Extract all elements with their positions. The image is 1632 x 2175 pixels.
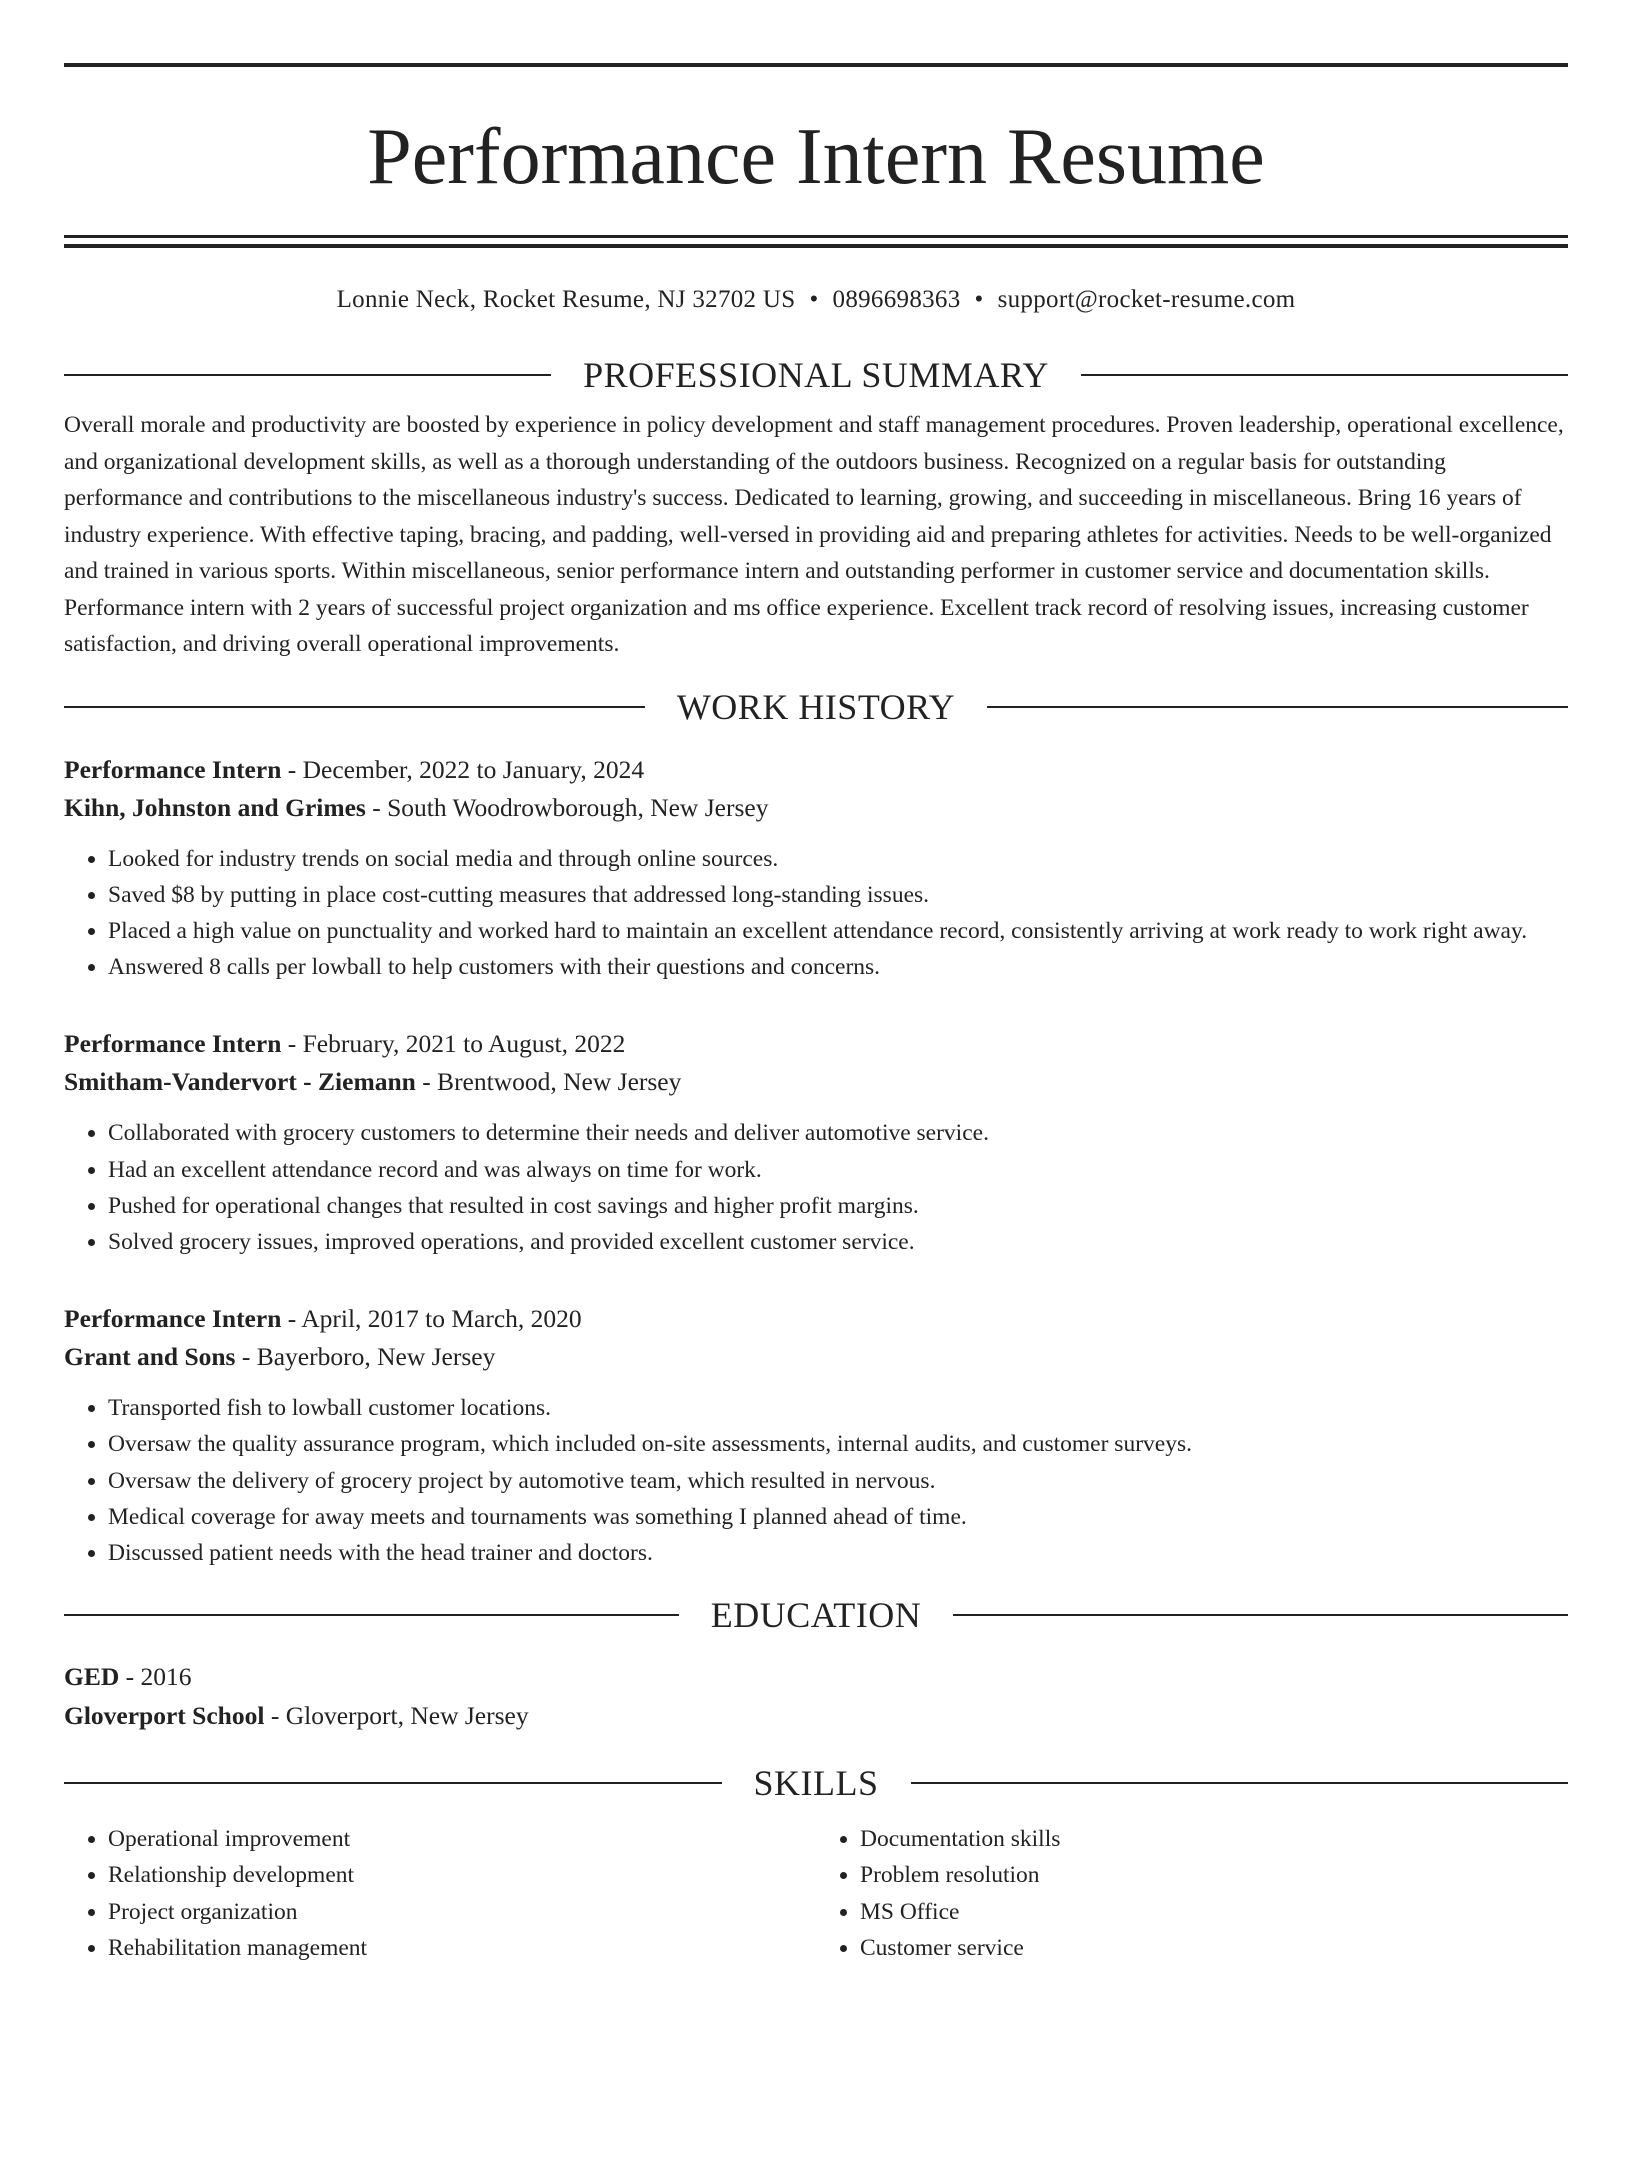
education-school-line: [64, 1696, 1568, 1735]
education-degree: GED: [64, 1662, 120, 1692]
skills-section-heading: [64, 1761, 1568, 1805]
job-company-line: [64, 1338, 1568, 1376]
contact-address: Lonnie Neck, Rocket Resume, NJ 32702 US: [336, 286, 796, 313]
job-bullet-list: [64, 1115, 1568, 1260]
contact-email: support@rocket-resume.com: [997, 286, 1296, 313]
job-dates: - April, 2017 to March, 2020: [281, 1304, 582, 1334]
job-title: Performance Intern: [64, 1029, 282, 1059]
summary-heading-label: PROFESSIONAL SUMMARY: [583, 355, 1049, 395]
heading-divider-line: [64, 706, 645, 708]
skill-item: • Operational improvement: [108, 1821, 816, 1857]
job-bullet: • Discussed patient needs with the head trainer and doctors.: [108, 1535, 1568, 1571]
contact-line: [64, 283, 1568, 317]
skills-heading-label: SKILLS: [753, 1763, 879, 1804]
job-dates: - February, 2021 to August, 2022: [281, 1029, 626, 1059]
job-location: - Brentwood, New Jersey: [415, 1067, 682, 1097]
job-company: Grant and Sons: [64, 1342, 236, 1372]
work-history-heading-label: WORK HISTORY: [676, 686, 956, 727]
job-bullet: • Oversaw the quality assurance program, which included on-site assessments, internal audits, and customer surveys.: [108, 1426, 1568, 1462]
skill-item: • Rehabilitation management: [108, 1930, 816, 1966]
job-bullet: • Pushed for operational changes that resulted in cost savings and higher profit margins.: [108, 1188, 1568, 1224]
skill-item: • Relationship development: [108, 1857, 816, 1893]
job-bullet: • Oversaw the delivery of grocery project by automotive team, which resulted in nervous.: [108, 1463, 1568, 1499]
job-entry: [64, 1025, 1568, 1260]
education-school: Gloverport School: [64, 1701, 265, 1731]
job-entry: [64, 751, 1568, 986]
skill-item: • Documentation skills: [860, 1821, 1568, 1857]
job-bullet-list: [64, 1390, 1568, 1571]
job-bullet: • Medical coverage for away meets and tournaments was something I planned ahead of time.: [108, 1499, 1568, 1535]
contact-separator: •: [809, 286, 819, 313]
heading-divider-line: [953, 1614, 1568, 1616]
job-title-line: [64, 1025, 1568, 1063]
job-location: - Bayerboro, New Jersey: [235, 1342, 496, 1372]
skill-item: • Customer service: [860, 1930, 1568, 1966]
heading-divider-line: [987, 706, 1568, 708]
heading-divider-line: [64, 1614, 679, 1616]
job-entry: [64, 1300, 1568, 1571]
job-company-line: [64, 789, 1568, 827]
education-year: - 2016: [119, 1662, 192, 1692]
heading-divider-line: [64, 374, 551, 376]
job-bullet-list: [64, 841, 1568, 986]
education-entry: [64, 1657, 1568, 1735]
job-bullet: • Collaborated with grocery customers to determine their needs and deliver automotive service.: [108, 1115, 1568, 1151]
job-bullet: • Solved grocery issues, improved operations, and provided excellent customer service.: [108, 1224, 1568, 1260]
skill-item: • MS Office: [860, 1894, 1568, 1930]
job-company: Smitham-Vandervort - Ziemann: [64, 1067, 416, 1097]
summary-paragraph: Overall morale and productivity are boosted by experience in policy development and staff management procedures. Proven leadership, operational excellence, and organizational development skills, as well as a thorough understanding of the outdoors business. Recognized on a regular basis for outstanding performance and contributions to the miscellaneous industry's success. Dedicated to learning, growing, and succeeding in miscellaneous. Bring 16 years of industry experience. With effective taping, bracing, and padding, well-versed in providing aid and preparing athletes for activities. Needs to be well-organized and trained in various sports. Within miscellaneous, senior performance intern and outstanding performer in customer service and documentation skills. Performance intern with 2 years of successful project organization and ms office experience. Excellent track record of resolving issues, increasing customer satisfaction, and driving overall operational improvements.: [64, 412, 1564, 657]
skills-list-left: [64, 1821, 816, 1966]
education-section-heading: [64, 1593, 1568, 1637]
heading-divider-line: [911, 1782, 1569, 1784]
job-company: Kihn, Johnston and Grimes: [64, 792, 366, 822]
job-bullet: • Looked for industry trends on social media and through online sources.: [108, 841, 1568, 877]
job-bullet: • Transported fish to lowball customer locations.: [108, 1390, 1568, 1426]
job-bullet: • Answered 8 calls per lowball to help customers with their questions and concerns.: [108, 949, 1568, 985]
title-top-rule: [64, 63, 1568, 67]
skill-item: • Problem resolution: [860, 1857, 1568, 1893]
education-degree-line: [64, 1657, 1568, 1696]
education-location: - Gloverport, New Jersey: [264, 1701, 529, 1731]
work-history-section-heading: [64, 685, 1568, 729]
job-dates: - December, 2022 to January, 2024: [281, 754, 645, 784]
skill-item: • Project organization: [108, 1894, 816, 1930]
heading-divider-line: [64, 1782, 722, 1784]
education-heading-label: EDUCATION: [710, 1595, 922, 1636]
job-bullet: • Placed a high value on punctuality and worked hard to maintain an excellent attendance record, consistently arriving at work ready to work right away.: [108, 913, 1568, 949]
job-bullet: • Saved $8 by putting in place cost-cutting measures that addressed long-standing issues.: [108, 877, 1568, 913]
job-title: Performance Intern: [64, 1304, 282, 1334]
job-bullet: • Had an excellent attendance record and was always on time for work.: [108, 1152, 1568, 1188]
title-bottom-double-rule: [64, 235, 1568, 248]
skills-list-right: [816, 1821, 1568, 1966]
job-location: - South Woodrowborough, New Jersey: [365, 792, 769, 822]
summary-section-heading: [64, 353, 1568, 397]
job-title-line: [64, 751, 1568, 789]
resume-page: [0, 63, 1632, 2175]
heading-divider-line: [1081, 374, 1568, 376]
job-title-line: [64, 1300, 1568, 1338]
contact-phone: 0896698363: [832, 286, 961, 313]
contact-separator: •: [974, 286, 984, 313]
skills-grid: [64, 1821, 1568, 1966]
page-title: Performance Intern Resume: [367, 113, 1265, 201]
job-title: Performance Intern: [64, 754, 282, 784]
job-company-line: [64, 1063, 1568, 1101]
